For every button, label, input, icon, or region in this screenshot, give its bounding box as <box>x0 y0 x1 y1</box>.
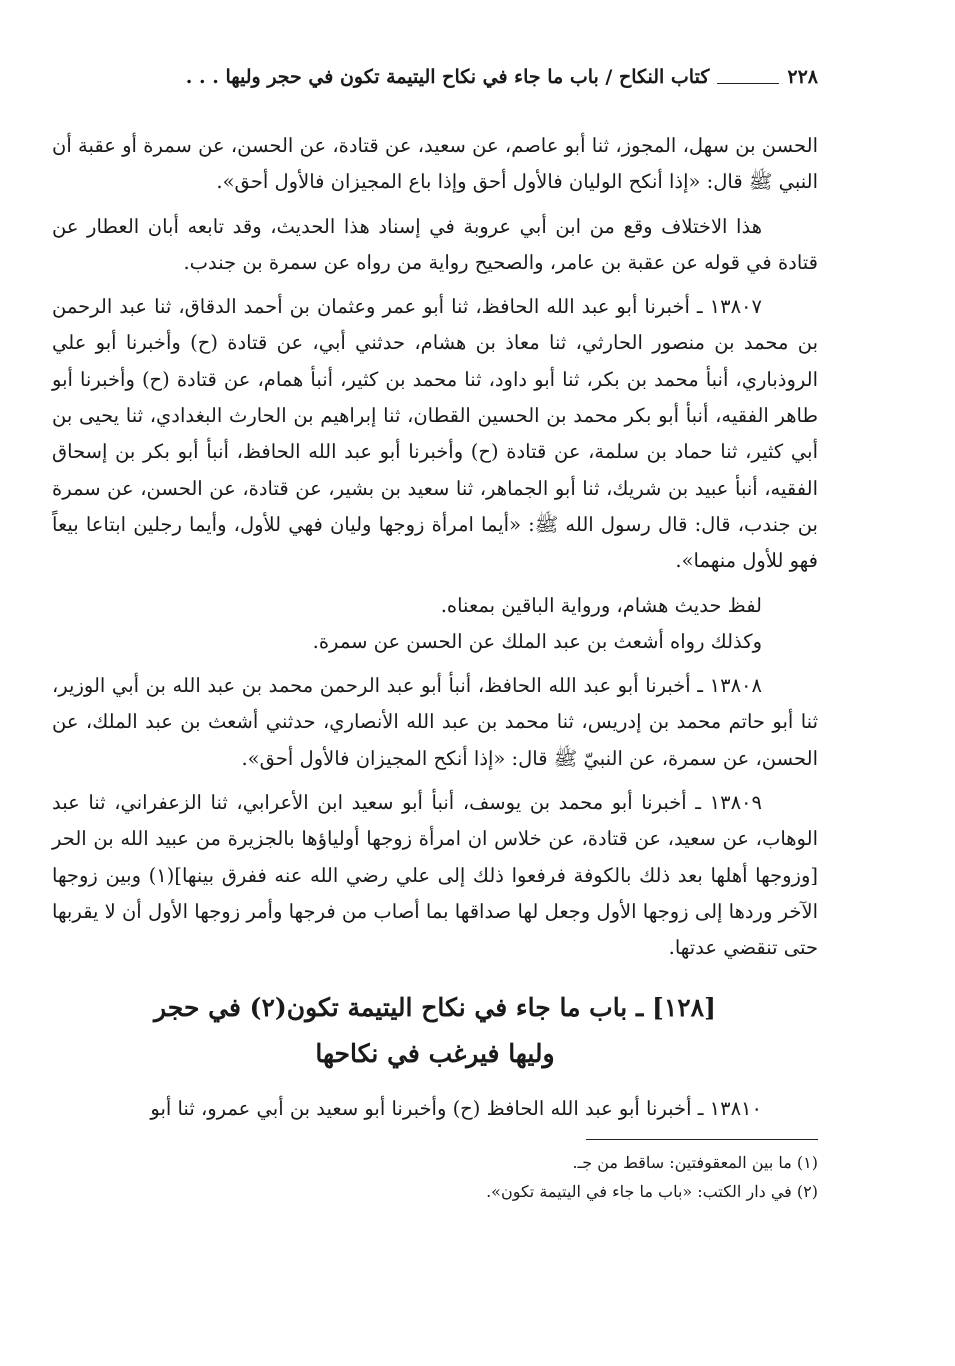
header-rule <box>717 83 779 84</box>
running-title: كتاب النكاح / باب ما جاء في نكاح اليتيمة تكون في حجر وليها . . . <box>185 66 710 88</box>
paragraph: وكذلك رواه أشعث بن عبد الملك عن الحسن عن سمرة. <box>312 629 762 653</box>
footnotes <box>52 1148 818 1206</box>
chapter-heading <box>52 985 818 1077</box>
hadith-13807: ١٣٨٠٧ ـ أخبرنا أبو عبد الله الحافظ، ثنا أبو عمر وعثمان بن أحمد الدقاق، ثنا عبد الرحمن بن محمد بن منصور الحارثي، ثنا معاذ بن هشام، حدثني أبي، عن قتادة (ح) وأخبرنا أبو علي الروذباري، أنبأ محمد بن بكر، ثنا أبو داود، ثنا محمد بن كثير، أنبأ همام، عن قتادة (ح) وأخبرنا أبو طاهر الفقيه، أنبأ أبو بكر محمد بن الحسين القطان، ثنا إبراهيم بن الحارث البغدادي، ثنا يحيى بن أبي كثير، ثنا حماد بن سلمة، عن قتادة (ح) وأخبرنا أبو عبد الله الحافظ، أنبأ أبو بكر بن إسحاق الفقيه، أنبأ عبيد بن شريك، ثنا أبو الجماهر، ثنا سعيد بن بشير، عن قتادة، عن الحسن، عن سمرة بن جندب، قال: قال رسول الله ﷺ: «أيما امرأة زوجها وليان فهي للأول، وأيما رجلين ابتاعا بيعاً فهو للأول منهما». <box>52 295 818 573</box>
paragraph: هذا الاختلاف وقع من ابن أبي عروبة في إسناد هذا الحديث، وقد تابعه أبان العطار عن قتادة في قوله عن عقبة بن عامر، والصحيح رواية من رواه عن سمرة بن جندب. <box>52 214 818 274</box>
hadith-13809: ١٣٨٠٩ ـ أخبرنا أبو محمد بن يوسف، أنبأ أبو سعيد ابن الأعرابي، ثنا الزعفراني، ثنا عبد الوهاب، عن سعيد، عن قتادة، عن خلاس ان امرأة زوجها أولياؤها بالجزيرة من عبيد الله بن الحر [وزوجها أهلها بعد ذلك بالكوفة فرفعوا ذلك إلى علي رضي الله عنه ففرق بينها](١) وبين زوجها الآخر وردها إلى زوجها الأول وجعل لها صداقها بما أصاب من فرجها وأمر زوجها الأول أن لا يقربها حتى تنقضي عدتها. <box>52 791 818 960</box>
footnote: (١) ما بين المعقوفتين: ساقط من جـ. <box>572 1152 818 1172</box>
main-text <box>52 128 818 1127</box>
chapter-heading-line: [١٢٨] ـ باب ما جاء في نكاح اليتيمة تكون(٢) في حجر <box>154 992 716 1022</box>
footnote: (٢) في دار الكتب: «باب ما جاء في اليتيمة تكون». <box>486 1181 818 1201</box>
hadith-13808: ١٣٨٠٨ ـ أخبرنا أبو عبد الله الحافظ، أنبأ أبو عبد الرحمن محمد بن عبد الله بن أبي الوزير، ثنا أبو حاتم محمد بن إدريس، ثنا محمد بن عبد الله الأنصاري، حدثني أشعث بن عبد الملك، عن الحسن، عن سمرة، عن النبيّ ﷺ قال: «إذا أنكح المجيزان فالأول أحق». <box>52 674 818 770</box>
book-page <box>52 60 818 1206</box>
footnote-divider <box>586 1139 818 1140</box>
hadith-13810: ١٣٨١٠ ـ أخبرنا أبو عبد الله الحافظ (ح) وأخبرنا أبو سعيد بن أبي عمرو، ثنا أبو <box>150 1096 762 1120</box>
paragraph: لفظ حديث هشام، ورواية الباقين بمعناه. <box>440 593 762 617</box>
page-number: ٢٢٨ <box>787 66 818 88</box>
chapter-heading-line: وليها فيرغب في نكاحها <box>315 1038 555 1068</box>
page-header <box>52 60 818 92</box>
paragraph: الحسن بن سهل، المجوز، ثنا أبو عاصم، عن سعيد، عن قتادة، عن الحسن، عن سمرة أو عقبة أن النبي ﷺ قال: «إذا أنكح الوليان فالأول أحق وإذا باع المجيزان فالأول أحق». <box>52 134 818 194</box>
